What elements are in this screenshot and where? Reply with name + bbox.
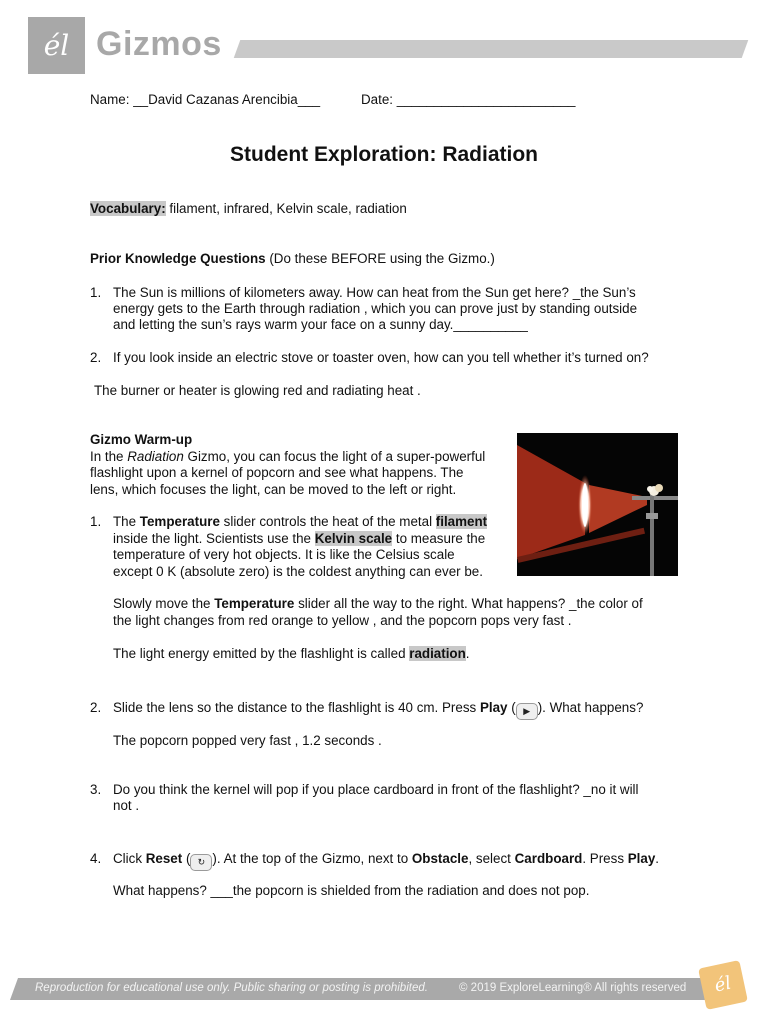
warmup-intro: Gizmo Warm-up In the Radiation Gizmo, you can focus the light of a super-powerful flashlight upon a kernel of popcorn and see what happens. The lens, which focuses the light, can be moved to the left or right. bbox=[90, 432, 510, 498]
pk-q1-number: 1. bbox=[90, 285, 102, 300]
gizmos-wordmark: Gizmos bbox=[96, 25, 222, 63]
date-value: ________________________ bbox=[396, 92, 576, 107]
wu-q2-answer: The popcorn popped very fast , 1.2 seconds . bbox=[113, 733, 382, 748]
radiation-term: radiation bbox=[409, 646, 466, 661]
wu-q1-part3: The light energy emitted by the flashlight is called radiation. bbox=[113, 646, 470, 661]
wu-q3-number: 3. bbox=[90, 782, 102, 797]
date-line: Date: ________________________ bbox=[361, 92, 576, 107]
kelvin-scale-term: Kelvin scale bbox=[314, 530, 393, 546]
flashlight-lens-illustration bbox=[517, 433, 678, 576]
page-title: Student Exploration: Radiation bbox=[230, 143, 538, 166]
pk-q1-text: The Sun is millions of kilometers away. How can heat from the Sun get here? _the Sun’s energy gets to the Earth through radiation , which you can prove just by standing outside and letting the sun’s rays warm your face on a sunny day.__________ bbox=[113, 285, 638, 332]
wu-q2-text: Slide the lens so the distance to the flashlight is 40 cm. Press Play ( ▶ ). What happens? bbox=[113, 700, 673, 720]
wu-q4-text: Click Reset ( ↻ ). At the top of the Gizmo, next to Obstacle, select Cardboard. Press Play. bbox=[113, 851, 673, 871]
play-icon: ▶ bbox=[516, 703, 538, 720]
wu-q4-answer: What happens? ___the popcorn is shielded from the radiation and does not pop. bbox=[113, 883, 590, 898]
footer-copyright: © 2019 ExploreLearning® All rights reserved bbox=[459, 982, 687, 994]
wu-q1-part2: Slowly move the Temperature slider all the way to the right. What happens? _the color of the light changes from red orange to yellow , and the popcorn pops very fast . bbox=[113, 596, 643, 628]
wu-q1-text: The Temperature slider controls the heat of the metal filament inside the light. Scientists use the Kelvin scale to measure the temperature of very hot objects. It is like the Celsius scale except 0 K (absolute zero) is the coldest anything can ever be. bbox=[113, 514, 488, 579]
footer-disclaimer: Reproduction for educational use only. Public sharing or posting is prohibited. bbox=[35, 982, 428, 994]
reset-icon: ↻ bbox=[190, 854, 212, 871]
pk-q2-question: If you look inside an electric stove or toaster oven, how can you tell whether it’s turned on? bbox=[113, 350, 649, 365]
filament-term: filament bbox=[435, 514, 488, 529]
header-bar bbox=[234, 40, 749, 58]
vocabulary-label: Vocabulary: bbox=[90, 201, 166, 216]
vocabulary-text: filament, infrared, Kelvin scale, radiation bbox=[169, 201, 407, 216]
prior-knowledge-heading: Prior Knowledge Questions (Do these BEFORE using the Gizmo.) bbox=[90, 251, 495, 266]
wu-q1-number: 1. bbox=[90, 514, 102, 529]
explorelearning-logo: él bbox=[698, 960, 748, 1010]
pk-q2-answer: The burner or heater is glowing red and radiating heat . bbox=[94, 383, 421, 398]
name-line: Name: __David Cazanas Arencibia___ bbox=[90, 92, 321, 107]
vocabulary bbox=[90, 201, 680, 217]
wu-q2-number: 2. bbox=[90, 700, 102, 715]
wu-q4-number: 4. bbox=[90, 851, 102, 866]
radiation-gizmo-image bbox=[517, 433, 678, 576]
wu-q3-text: Do you think the kernel will pop if you place cardboard in front of the flashlight? _no it will not . bbox=[113, 782, 639, 813]
name-value: __David Cazanas Arencibia___ bbox=[133, 92, 321, 107]
pk-q2-number: 2. bbox=[90, 350, 102, 365]
warmup-heading: Gizmo Warm-up bbox=[90, 432, 193, 447]
gizmos-logo: él bbox=[28, 17, 85, 74]
